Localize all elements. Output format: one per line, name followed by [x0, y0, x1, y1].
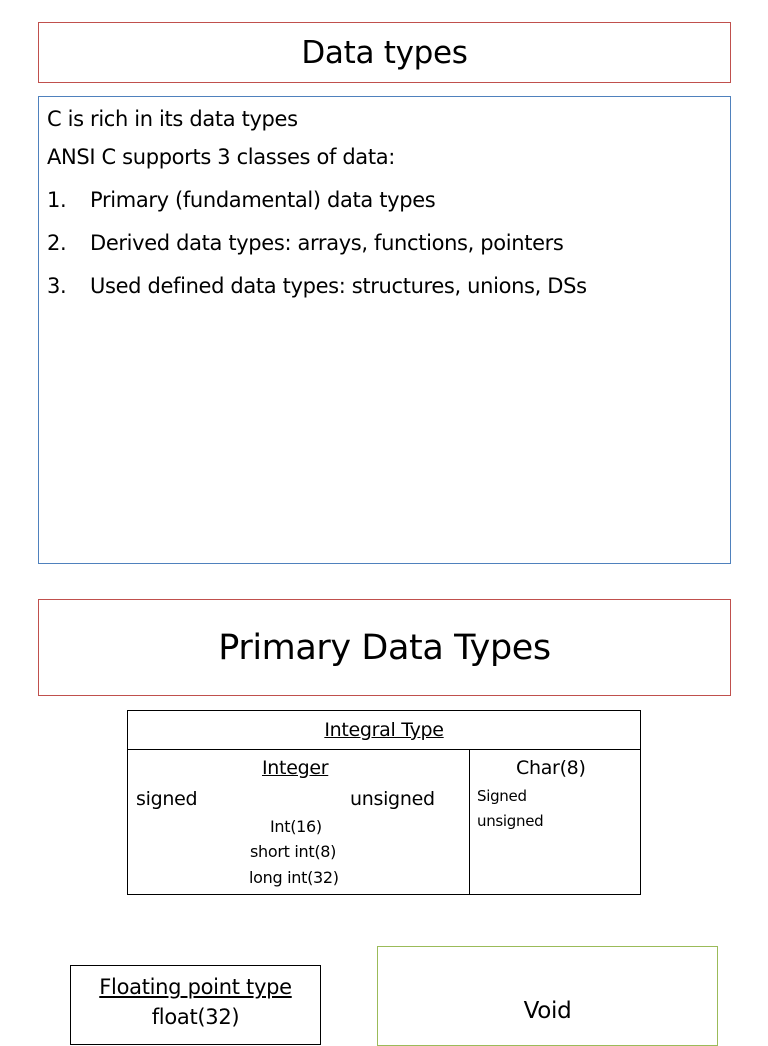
long-int-type: long int(32) [249, 868, 339, 887]
body-line-2: ANSI C supports 3 classes of data: [47, 145, 395, 169]
slide2-title [38, 599, 731, 696]
body-line-1: C is rich in its data types [47, 107, 298, 131]
list-item-2 [47, 222, 723, 265]
floating-point-box [70, 965, 321, 1045]
integral-type-table [127, 710, 641, 895]
list-item-number: 1. [47, 188, 67, 212]
list-item-text: Derived data types: arrays, functions, pointers [90, 231, 564, 255]
floating-point-heading: Floating point type [99, 975, 292, 999]
integral-header-text: Integral Type [324, 719, 444, 741]
void-label: Void [523, 998, 572, 1024]
void-box [377, 946, 718, 1046]
slide1-title-text: Data types [301, 34, 468, 71]
integral-table-header [128, 711, 640, 750]
list-item-text: Used defined data types: structures, unions, DSs [90, 274, 587, 298]
signed-label: signed [136, 788, 198, 810]
short-int-type: short int(8) [250, 842, 337, 861]
list-item-1 [47, 179, 723, 222]
slide2-title-text: Primary Data Types [218, 627, 551, 668]
slide1-title [38, 22, 731, 83]
char-signed: Signed [477, 787, 527, 805]
unsigned-label: unsigned [350, 788, 435, 810]
list-item-number: 3. [47, 274, 67, 298]
list-item-number: 2. [47, 231, 67, 255]
int-type: Int(16) [270, 817, 322, 836]
list-item-text: Primary (fundamental) data types [90, 188, 436, 212]
list-item-3 [47, 265, 723, 308]
table-column-divider [469, 749, 470, 894]
float-type: float(32) [151, 1005, 240, 1029]
char-unsigned: unsigned [477, 812, 544, 830]
char-heading: Char(8) [516, 757, 586, 779]
integer-heading: Integer [262, 757, 329, 779]
slide1-body [38, 96, 731, 564]
